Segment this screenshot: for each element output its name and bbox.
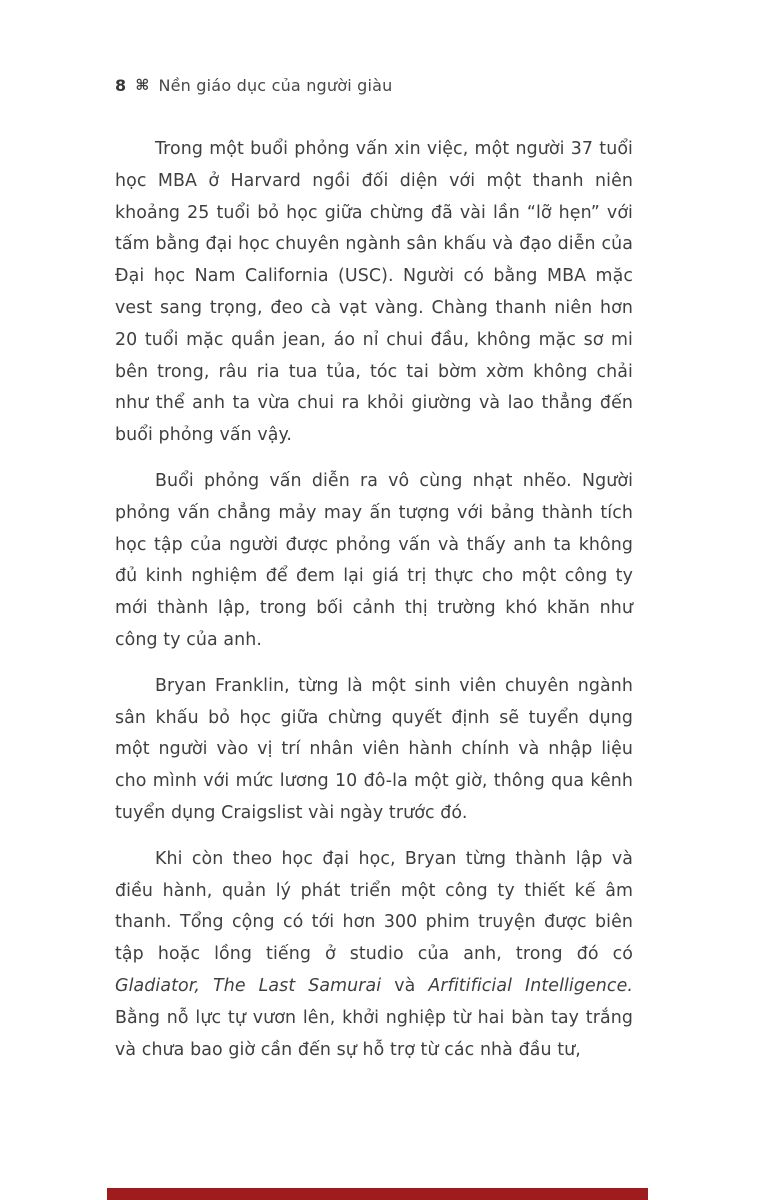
- movie-title-italic: Arfitificial Intelligence.: [428, 975, 634, 996]
- page-number: 8: [115, 76, 127, 95]
- paragraph-4-text: Khi còn theo học đại học, Bryan từng thành lập và điều hành, quản lý phát triển một công ty thiết kế âm thanh. Tổng cộng có tới hơn 300 phim truyện được biên tập hoặc lồng tiếng ở studio của anh, trong đó có: [115, 848, 633, 965]
- running-header: [115, 76, 638, 95]
- paragraph-2: Buổi phỏng vấn diễn ra vô cùng nhạt nhẽo. Người phỏng vấn chẳng mảy may ấn tượng với bảng thành tích học tập của người được phỏng vấn và thấy anh ta không đủ kinh nghiệm để đem lại giá trị thực cho một công ty mới thành lập, trong bối cảnh thị trường khó khăn như công ty của anh.: [115, 470, 633, 650]
- paragraph-4-text-end: Bằng nỗ lực tự vươn lên, khởi nghiệp từ hai bàn tay trắng và chưa bao giờ cần đến sự hỗ trợ từ các nhà đầu tư,: [115, 1007, 633, 1060]
- book-title: Nền giáo dục của người giàu: [158, 76, 393, 95]
- paragraph-4-conjunction: và: [381, 975, 429, 996]
- paragraph-4: [115, 844, 633, 1067]
- chapter-footer-bar: [107, 1188, 648, 1200]
- paragraph-1: Trong một buổi phỏng vấn xin việc, một người 37 tuổi học MBA ở Harvard ngồi đối diện với một thanh niên khoảng 25 tuổi bỏ học giữa chừng đã vài lần “lỡ hẹn” với tấm bằng đại học chuyên ngành sân khấu và đạo diễn của Đại học Nam California (USC). Người có bằng MBA mặc vest sang trọng, đeo cà vạt vàng. Chàng thanh niên hơn 20 tuổi mặc quần jean, áo nỉ chui đầu, không mặc sơ mi bên trong, râu ria tua tủa, tóc tai bờm xờm không chải như thể anh ta vừa chui ra khỏi giường và lao thẳng đến buổi phỏng vấn vậy.: [115, 139, 633, 446]
- body-text: [115, 134, 633, 1066]
- ornament-icon: ⌘: [135, 75, 150, 94]
- paragraph-3: Bryan Franklin, từng là một sinh viên chuyên ngành sân khấu bỏ học giữa chừng quyết định sẽ tuyển dụng một người vào vị trí nhân viên hành chính và nhập liệu cho mình với mức lương 10 đô-la một giờ, thông qua kênh tuyển dụng Craigslist vài ngày trước đó.: [115, 675, 633, 823]
- movie-titles-italic: Gladiator, The Last Samurai: [115, 975, 382, 996]
